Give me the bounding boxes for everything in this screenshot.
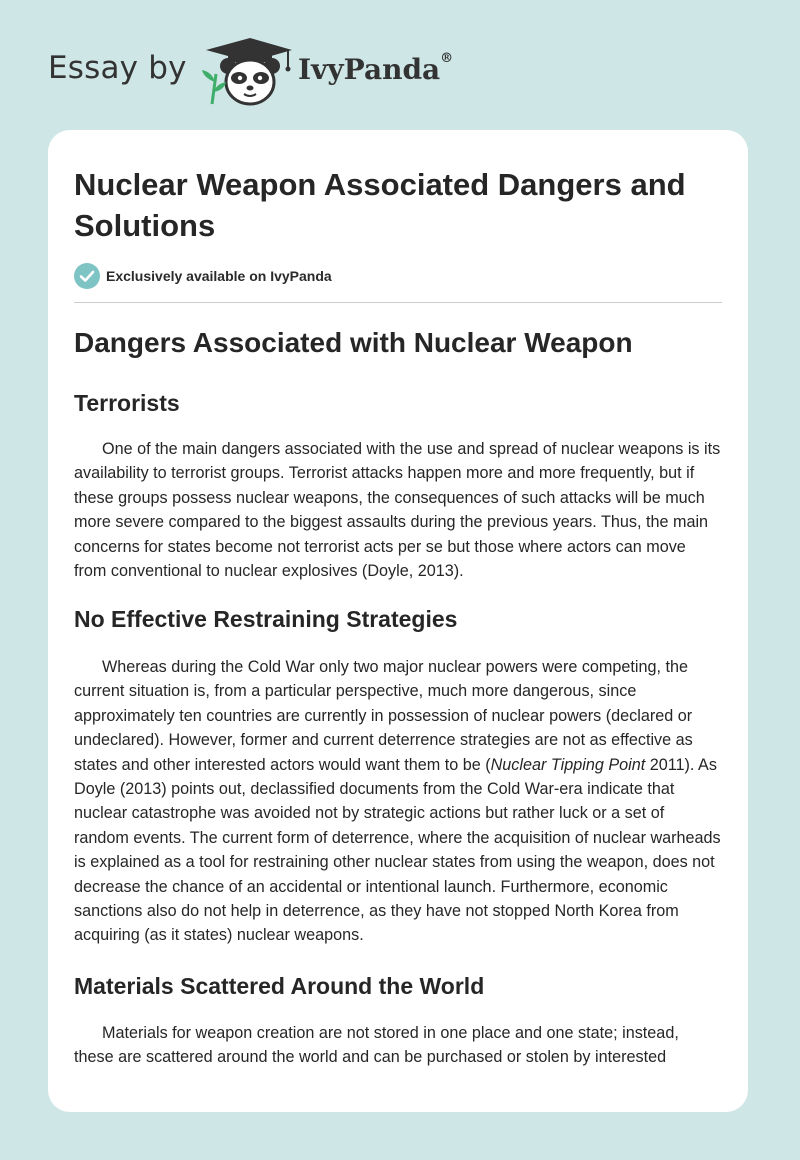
panda-graduate-icon[interactable] — [198, 34, 294, 110]
article-card — [48, 130, 748, 1112]
article-title: Nuclear Weapon Associated Dangers and Solutions — [74, 167, 686, 243]
paragraph-restraining: Whereas during the Cold War only two major nuclear powers were competing, the current situation is, from a particular perspective, much more dangerous, since approximately ten countries are currently in possession of nuclear powers (declared or undeclared). However, former and current deterrence strategies are not as effective as states and other interested actors would want them to be (Nuclear Tipping Point 2011). As Doyle (2013) points out, declassified documents from the Cold War-era indicate that nuclear catastrophe was avoided not by strategic actions but rather luck or a set of random events. The current form of deterrence, where the acquisition of nuclear warheads is explained as a tool for restraining other nuclear states from using the weapon, does not decrease the chance of an accidental or intentional launch. Furthermore, economic sanctions also do not help in deterrence, as they have not stopped North Korea from acquiring (as it states) nuclear weapons. — [74, 658, 721, 945]
brand-name[interactable]: IvyPanda® — [298, 51, 454, 86]
paragraph-materials: Materials for weapon creation are not stored in one place and one state; instead, these are scattered around the world and can be purchased or stolen by interested — [74, 1024, 679, 1067]
section-heading: Dangers Associated with Nuclear Weapon — [74, 327, 633, 358]
paragraph-terrorists: One of the main dangers associated with the use and spread of nuclear weapons is its availability to terrorist groups. Terrorist attacks happen more and more frequently, but if these groups possess nuclear weapons, the consequences of such attacks will be much more severe compared to the biggest assaults during the previous years. Thus, the main concerns for states become not terrorist acts per se but those where actors can move from conventional to nuclear explosives (Doyle, 2013). — [74, 440, 721, 581]
site-header — [0, 0, 800, 130]
subsection-heading-terrorists: Terrorists — [74, 390, 180, 416]
subsection-heading-restraining: No Effective Restraining Strategies — [74, 606, 458, 632]
registered-mark: ® — [440, 51, 454, 66]
badge-text: Exclusively available on IvyPanda — [106, 268, 332, 284]
check-circle-icon — [74, 263, 100, 289]
divider — [74, 302, 722, 303]
exclusive-badge — [74, 263, 474, 291]
subsection-heading-materials: Materials Scattered Around the World — [74, 973, 485, 999]
citation-italic: Nuclear Tipping Point — [490, 755, 646, 774]
brand-prefix: Essay by — [48, 50, 187, 86]
